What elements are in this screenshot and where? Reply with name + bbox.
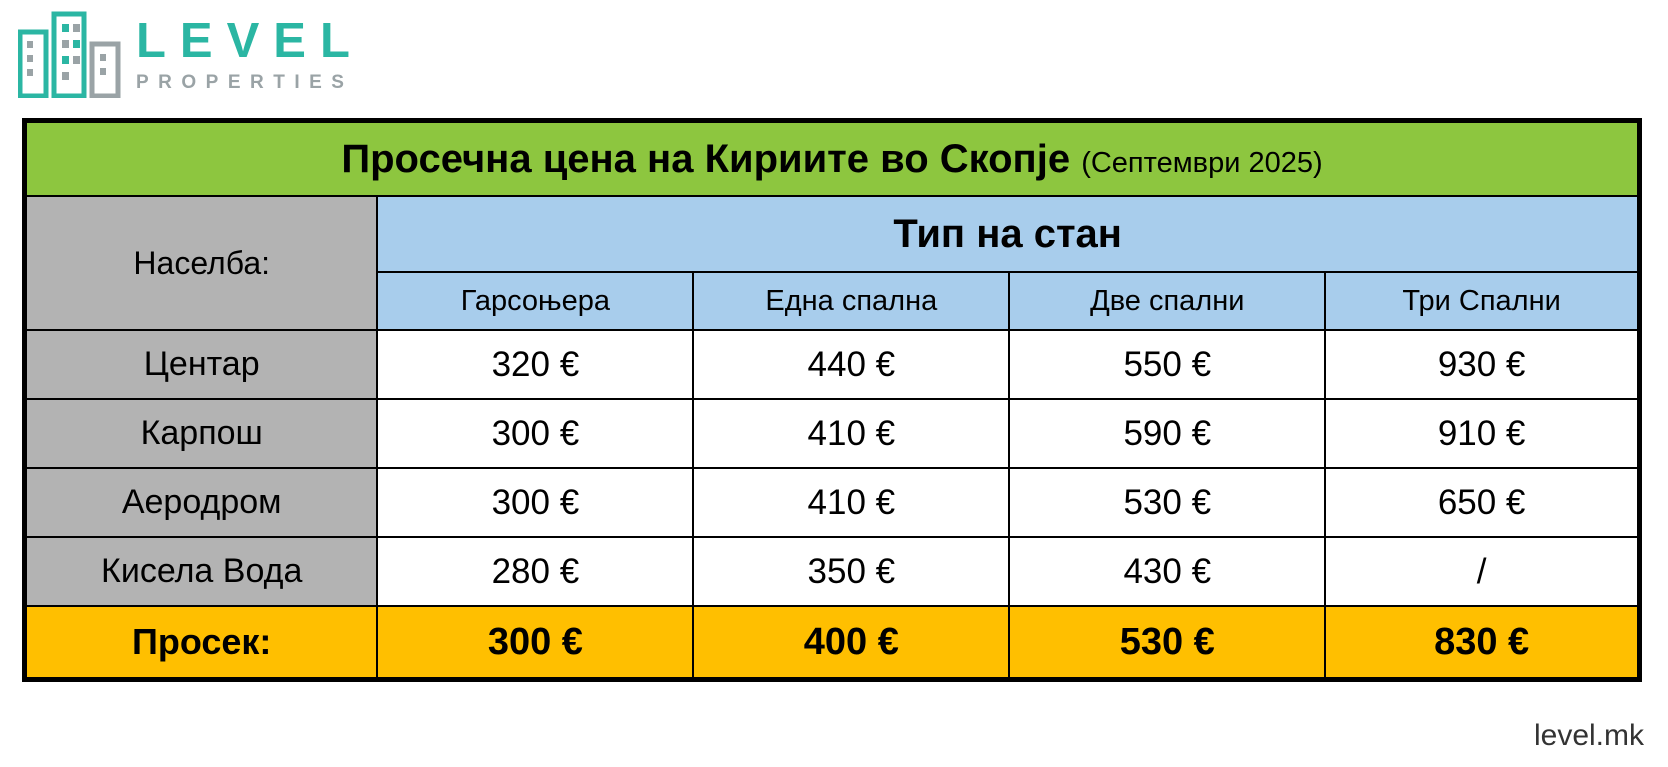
table-row — [26, 468, 1638, 537]
table-average-row — [26, 606, 1638, 678]
average-studio: 300 € — [377, 606, 693, 678]
table-title-main: Просечна цена на Кириите во Скопје — [341, 136, 1071, 181]
site-url: level.mk — [1533, 719, 1644, 752]
buildings-icon — [18, 10, 122, 98]
column-header-two-bedroom: Две спални — [1009, 272, 1325, 330]
brand-name: LEVEL — [136, 13, 364, 68]
cell-centar-one-bedroom: 440 € — [693, 330, 1009, 399]
table-row — [26, 537, 1638, 606]
cell-kisela-voda-one-bedroom: 350 € — [693, 537, 1009, 606]
column-header-one-bedroom: Една спална — [693, 272, 1009, 330]
column-header-studio: Гарсоњера — [377, 272, 693, 330]
column-header-three-bedroom: Три Спални — [1325, 272, 1638, 330]
column-group-header: Тип на стан — [377, 196, 1638, 272]
average-one-bedroom: 400 € — [693, 606, 1009, 678]
average-three-bedroom: 830 € — [1325, 606, 1638, 678]
cell-centar-studio: 320 € — [377, 330, 693, 399]
cell-karpos-three-bedroom: 910 € — [1325, 399, 1638, 468]
cell-centar-two-bedroom: 550 € — [1009, 330, 1325, 399]
brand-subtitle: PROPERTIES — [136, 71, 354, 93]
brand-wordmark — [136, 13, 364, 93]
cell-kisela-voda-three-bedroom: / — [1325, 537, 1638, 606]
rent-price-table-container — [22, 118, 1642, 682]
cell-aerodrom-studio: 300 € — [377, 468, 693, 537]
row-label-aerodrom: Аеродром — [26, 468, 377, 537]
average-two-bedroom: 530 € — [1009, 606, 1325, 678]
row-label-centar: Центар — [26, 330, 377, 399]
table-title-cell — [26, 122, 1638, 196]
table-title-row — [26, 122, 1638, 196]
row-label-karpos: Карпош — [26, 399, 377, 468]
brand-header — [18, 10, 364, 98]
rent-price-table — [25, 121, 1639, 679]
cell-karpos-studio: 300 € — [377, 399, 693, 468]
cell-karpos-one-bedroom: 410 € — [693, 399, 1009, 468]
table-row — [26, 330, 1638, 399]
cell-aerodrom-two-bedroom: 530 € — [1009, 468, 1325, 537]
average-label: Просек: — [26, 606, 377, 678]
cell-aerodrom-one-bedroom: 410 € — [693, 468, 1009, 537]
cell-centar-three-bedroom: 930 € — [1325, 330, 1638, 399]
cell-kisela-voda-studio: 280 € — [377, 537, 693, 606]
table-row — [26, 399, 1638, 468]
row-label-kisela-voda: Кисела Вода — [26, 537, 377, 606]
row-header-label: Населба: — [26, 196, 377, 330]
table-title-sub: (Септември 2025) — [1081, 146, 1323, 179]
cell-kisela-voda-two-bedroom: 430 € — [1009, 537, 1325, 606]
cell-karpos-two-bedroom: 590 € — [1009, 399, 1325, 468]
table-group-header-row — [26, 196, 1638, 272]
cell-aerodrom-three-bedroom: 650 € — [1325, 468, 1638, 537]
